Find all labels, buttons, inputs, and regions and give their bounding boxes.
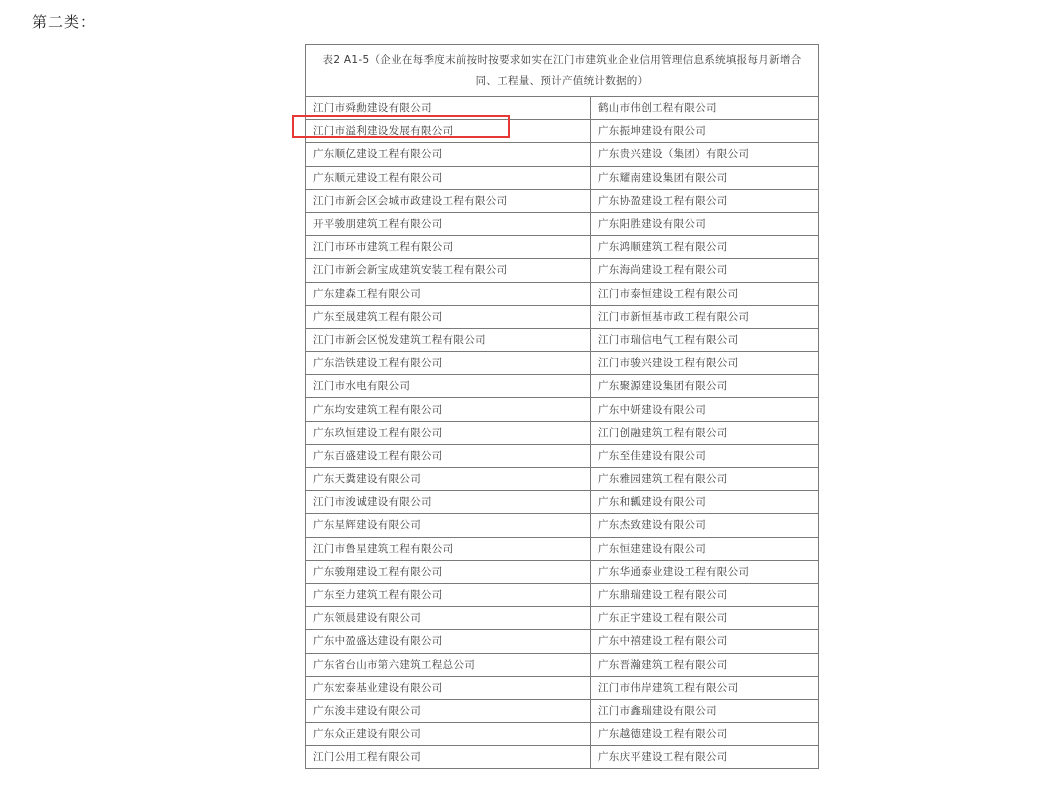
- company-name-right: 广东庆平建设工程有限公司: [591, 746, 819, 769]
- company-table-container: [305, 44, 818, 769]
- company-name-left: 江门市新会新宝成建筑安装工程有限公司: [306, 259, 591, 282]
- company-name-right: 广东杰致建设有限公司: [591, 514, 819, 537]
- table-row: [306, 352, 819, 375]
- table-row: [306, 630, 819, 653]
- company-name-right: 广东协盈建设工程有限公司: [591, 189, 819, 212]
- company-table: [305, 44, 819, 769]
- company-name-right: 广东耀南建设集团有限公司: [591, 166, 819, 189]
- table-row: [306, 305, 819, 328]
- table-row: [306, 143, 819, 166]
- company-name-right: 鹤山市伟创工程有限公司: [591, 97, 819, 120]
- table-row: [306, 699, 819, 722]
- table-row: [306, 746, 819, 769]
- company-name-right: 江门创融建筑工程有限公司: [591, 421, 819, 444]
- table-row: [306, 514, 819, 537]
- table-row: [306, 468, 819, 491]
- company-name-right: 广东和瓤建设有限公司: [591, 491, 819, 514]
- table-row: [306, 97, 819, 120]
- company-name-left: 广东至晟建筑工程有限公司: [306, 305, 591, 328]
- company-name-left: 广东玖恒建设工程有限公司: [306, 421, 591, 444]
- company-name-left: 广东领晨建设有限公司: [306, 607, 591, 630]
- company-name-left: 广东均安建筑工程有限公司: [306, 398, 591, 421]
- table-row: [306, 444, 819, 467]
- company-name-right: 江门市新恒基市政工程有限公司: [591, 305, 819, 328]
- company-name-right: 广东中妍建设有限公司: [591, 398, 819, 421]
- table-row: [306, 212, 819, 235]
- table-row: [306, 583, 819, 606]
- company-name-right: 广东华通泰业建设工程有限公司: [591, 560, 819, 583]
- company-name-left: 江门市浚诚建设有限公司: [306, 491, 591, 514]
- company-name-right: 广东鼎瑞建设工程有限公司: [591, 583, 819, 606]
- company-name-right: 广东中禧建设工程有限公司: [591, 630, 819, 653]
- table-row: [306, 189, 819, 212]
- company-name-right: 江门市瑞信电气工程有限公司: [591, 328, 819, 351]
- table-row: [306, 120, 819, 143]
- company-name-left: 广东宏泰基业建设有限公司: [306, 676, 591, 699]
- company-name-left: 广东骏翔建设工程有限公司: [306, 560, 591, 583]
- company-name-left: 江门公用工程有限公司: [306, 746, 591, 769]
- company-name-left: 江门市新会区会城市政建设工程有限公司: [306, 189, 591, 212]
- company-name-left: 广东天糞建设有限公司: [306, 468, 591, 491]
- company-name-left: 广东浚丰建设有限公司: [306, 699, 591, 722]
- company-name-right: 广东海尚建设工程有限公司: [591, 259, 819, 282]
- company-name-left: 广东顺元建设工程有限公司: [306, 166, 591, 189]
- company-name-left: 广东建森工程有限公司: [306, 282, 591, 305]
- company-name-left: 江门市舜勳建设有限公司: [306, 97, 591, 120]
- company-name-right: 广东越德建设工程有限公司: [591, 723, 819, 746]
- company-name-right: 江门市泰恒建设工程有限公司: [591, 282, 819, 305]
- table-row: [306, 537, 819, 560]
- company-name-right: 江门市鑫瑞建设有限公司: [591, 699, 819, 722]
- company-name-left: 广东省台山市第六建筑工程总公司: [306, 653, 591, 676]
- company-name-left: 江门市环市建筑工程有限公司: [306, 236, 591, 259]
- company-name-left: 广东众正建设有限公司: [306, 723, 591, 746]
- table-row: [306, 560, 819, 583]
- table-row: [306, 421, 819, 444]
- company-name-left: 江门市新会区悦发建筑工程有限公司: [306, 328, 591, 351]
- table-row: [306, 166, 819, 189]
- table-row: [306, 282, 819, 305]
- table-row: [306, 375, 819, 398]
- company-name-left: 广东顺亿建设工程有限公司: [306, 143, 591, 166]
- company-name-left: 广东浩铁建设工程有限公司: [306, 352, 591, 375]
- company-name-left: 广东星辉建设有限公司: [306, 514, 591, 537]
- table-row: [306, 259, 819, 282]
- company-name-right: 广东聚源建设集团有限公司: [591, 375, 819, 398]
- company-name-right: 江门市骏兴建设工程有限公司: [591, 352, 819, 375]
- table-caption-row: [306, 45, 819, 97]
- company-name-right: 广东晋瀚建筑工程有限公司: [591, 653, 819, 676]
- section-heading: 第二类：: [32, 13, 97, 31]
- table-row: [306, 236, 819, 259]
- company-name-left: 江门市溢利建设发展有限公司: [306, 120, 591, 143]
- company-name-right: 广东至佳建设有限公司: [591, 444, 819, 467]
- company-name-left: 广东中盈盛达建设有限公司: [306, 630, 591, 653]
- company-name-right: 江门市伟岸建筑工程有限公司: [591, 676, 819, 699]
- table-row: [306, 653, 819, 676]
- company-name-right: 广东阳胜建设有限公司: [591, 212, 819, 235]
- company-name-right: 广东振坤建设有限公司: [591, 120, 819, 143]
- company-name-right: 广东贵兴建设（集团）有限公司: [591, 143, 819, 166]
- company-name-right: 广东恒建建设有限公司: [591, 537, 819, 560]
- company-name-left: 开平骏朋建筑工程有限公司: [306, 212, 591, 235]
- table-row: [306, 491, 819, 514]
- table-row: [306, 328, 819, 351]
- company-name-left: 广东百盛建设工程有限公司: [306, 444, 591, 467]
- table-caption: 表2 A1-5（企业在每季度末前按时按要求如实在江门市建筑业企业信用管理信息系统填报每月新增合同、工程量、预计产值统计数据的）: [306, 45, 819, 97]
- company-name-left: 江门市鲁星建筑工程有限公司: [306, 537, 591, 560]
- table-row: [306, 398, 819, 421]
- company-name-right: 广东鸿顺建筑工程有限公司: [591, 236, 819, 259]
- table-row: [306, 607, 819, 630]
- table-row: [306, 676, 819, 699]
- company-name-right: 广东正宇建设工程有限公司: [591, 607, 819, 630]
- company-name-left: 江门市水电有限公司: [306, 375, 591, 398]
- company-name-right: 广东雅园建筑工程有限公司: [591, 468, 819, 491]
- table-row: [306, 723, 819, 746]
- company-name-left: 广东至力建筑工程有限公司: [306, 583, 591, 606]
